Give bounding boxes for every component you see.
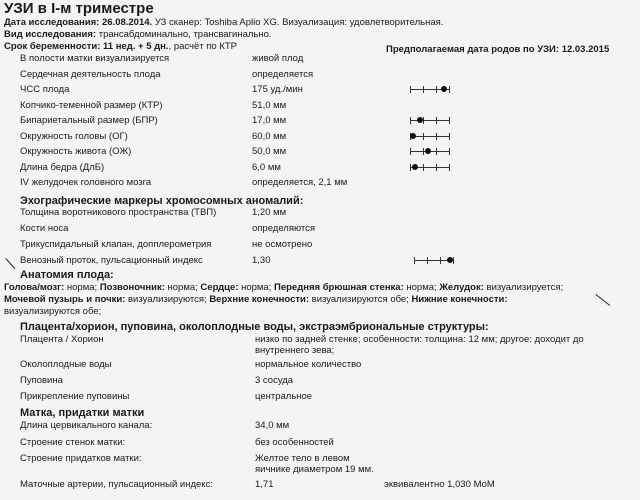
anatomy-l1-key-2: Сердце:	[200, 282, 239, 293]
anatomy-l1-val-0: норма;	[64, 282, 100, 293]
marker-0-label: Толщина воротникового пространства (ТВП)	[20, 207, 217, 218]
page-title: УЗИ в I-м триместре	[4, 0, 154, 17]
uterus-3-label: Маточные артерии, пульсационный индекс:	[20, 479, 213, 490]
exam-type-value: трансабдоминально, трансвагинально.	[98, 29, 272, 40]
anatomy-l1-key-0: Голова/мозг:	[4, 282, 65, 293]
marker-1-label: Кости носа	[20, 223, 69, 234]
measurement-3-label: Копчико-теменной размер (КТР)	[20, 99, 163, 111]
due-date: Предполагаемая дата родов по УЗИ: 12.03.2015	[386, 44, 610, 55]
uterus-0-label: Длина цервикального канала:	[20, 420, 153, 431]
placenta-3-label: Прикрепление пуповины	[20, 391, 130, 402]
measurement-6-label: Окружность живота (ОЖ)	[20, 146, 132, 157]
measurement-6-value: 50,0 мм	[252, 146, 287, 157]
placenta-0-label: Плацента / Хорион	[20, 334, 104, 345]
marker-2-label: Трикуспидальный клапан, допплерометрия	[20, 239, 212, 250]
marker-1-value: определяются	[252, 223, 316, 234]
placenta-1-label: Околоплодные воды	[20, 359, 112, 370]
measurement-5-percentile-gauge	[410, 132, 450, 142]
placenta-0-value: низко по задней стенке; особенности: толщина: 12 мм; другое: доходит до	[255, 334, 584, 345]
marker-3-percentile-gauge	[414, 256, 454, 266]
uterus-title: Матка, придатки матки	[20, 407, 145, 419]
exam-type-line	[4, 29, 272, 40]
anatomy-l2-key-2: Нижние конечности:	[411, 294, 508, 305]
measurement-4-percentile-dot	[417, 117, 423, 123]
measurement-0-label: В полости матки визуализируется	[20, 53, 170, 64]
measurement-7-percentile-dot	[412, 164, 418, 170]
anatomy-l2-key-1: Верхние конечности:	[209, 294, 310, 305]
measurement-5-label: Окружность головы (ОГ)	[20, 130, 128, 142]
anatomy-l2-key-0: Мочевой пузырь и почки:	[4, 294, 126, 305]
uterus-3-value: 1,71	[255, 479, 274, 490]
placenta-0-value-cont: внутреннего зева;	[255, 345, 335, 356]
anatomy-l1-val-1: норма;	[164, 282, 201, 293]
uterus-0-value: 34,0 мм	[255, 420, 290, 431]
scanner-info: УЗ сканер: Toshiba Aplio XG. Визуализация: удовлетворительная.	[154, 17, 444, 28]
anatomy-l1-key-4: Желудок:	[439, 282, 484, 293]
uterus-2-value-cont: яичнике диаметром 19 мм.	[255, 464, 374, 475]
measurement-3-value: 51,0 мм	[252, 99, 287, 111]
measurement-4-value: 17,0 мм	[252, 115, 287, 126]
measurement-2-percentile-gauge	[410, 85, 450, 95]
placenta-2-label: Пуповина	[20, 375, 63, 386]
measurement-4-percentile-gauge	[410, 116, 450, 126]
measurement-6-percentile-gauge	[410, 147, 450, 157]
marker-3-value: 1,30	[252, 255, 271, 266]
uterus-3-extra: эквивалентно 1,030 МоМ	[384, 479, 495, 490]
marker-2-value: не осмотрено	[252, 239, 313, 250]
markers-title: Эхографические маркеры хромосомных аномалий:	[20, 195, 304, 207]
measurement-1-label: Сердечная деятельность плода	[20, 68, 161, 80]
marker-0-value: 1,20 мм	[252, 207, 287, 218]
placenta-title: Плацента/хорион, пуповина, околоплодные воды, экстраэмбриональные структуры:	[20, 321, 489, 333]
anatomy-l1-key-1: Позвоночник:	[99, 282, 165, 293]
anatomy-line-2	[4, 294, 508, 305]
measurement-2-value: 175 уд./мин	[252, 84, 303, 95]
placenta-3-value: центральное	[255, 391, 313, 402]
anatomy-l2-val-1: визуализируются обе;	[309, 294, 412, 305]
anatomy-l2-val-0: визуализируются;	[125, 294, 210, 305]
anatomy-line-3: визуализируются обе;	[4, 306, 102, 317]
gestation-term-method: , расчёт по КТР	[168, 41, 238, 52]
anatomy-l1-key-3: Передняя брюшная стенка:	[274, 282, 404, 293]
measurement-0-value: живой плод	[252, 53, 304, 64]
measurement-2-label: ЧСС плода	[20, 84, 70, 95]
pen-mark	[595, 294, 610, 306]
anatomy-l1-val-3: норма;	[403, 282, 440, 293]
measurement-1-value: определяется	[252, 68, 314, 80]
placenta-2-value: 3 сосуда	[255, 375, 294, 386]
anatomy-l1-val-4: визуализируется;	[483, 282, 564, 293]
marker-3-label: Венозный проток, пульсационный индекс	[20, 255, 203, 266]
measurement-8-value: определяется, 2,1 мм	[252, 177, 348, 188]
placenta-1-value: нормальное количество	[255, 359, 362, 370]
measurement-5-value: 60,0 мм	[252, 130, 287, 142]
measurement-6-percentile-dot	[425, 148, 431, 154]
measurement-8-label: IV желудочек головного мозга	[20, 177, 152, 188]
measurement-7-label: Длина бедра (ДлБ)	[20, 161, 105, 173]
gestation-term: Срок беременности: 11 нед. + 5 дн.	[4, 41, 169, 52]
measurement-2-percentile-dot	[441, 86, 447, 92]
margin-mark	[5, 258, 15, 269]
uterus-2-label: Строение придатков матки:	[20, 453, 142, 464]
measurement-7-percentile-gauge	[410, 163, 450, 173]
exam-type-label: Вид исследования:	[4, 29, 97, 40]
uterus-1-value: без особенностей	[255, 437, 334, 448]
gestation-term-line	[4, 41, 237, 52]
uterus-2-value: Желтое тело в левом	[255, 453, 350, 464]
measurement-7-value: 6,0 мм	[252, 161, 281, 173]
measurement-4-label: Бипариетальный размер (БПР)	[20, 115, 158, 126]
exam-date: Дата исследования: 26.08.2014.	[4, 17, 153, 28]
measurement-5-percentile-dot	[410, 133, 416, 139]
marker-3-percentile-dot	[447, 257, 453, 263]
exam-date-line	[4, 17, 443, 28]
anatomy-line-1	[4, 282, 563, 293]
anatomy-l1-val-2: норма;	[238, 282, 274, 293]
anatomy-title: Анатомия плода:	[20, 269, 114, 281]
uterus-1-label: Строение стенок матки:	[20, 437, 126, 448]
